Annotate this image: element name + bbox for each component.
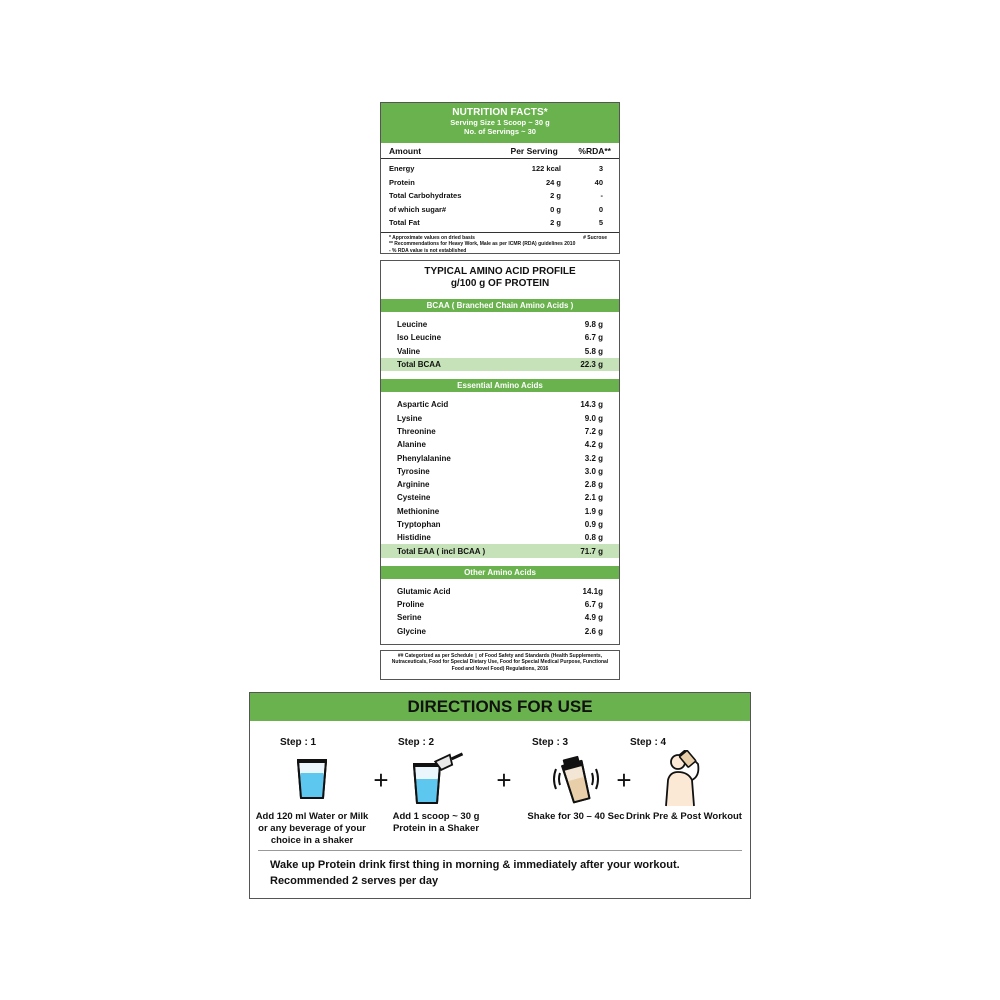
list-item [381, 478, 619, 491]
amino-name: Aspartic Acid [397, 400, 449, 410]
amino-value: 2.8 g [584, 480, 603, 490]
nutrient-name: Total Carbohydrates [389, 191, 462, 201]
list-item [381, 465, 619, 478]
nutrition-row [381, 216, 619, 230]
amino-name: Tyrosine [397, 466, 430, 476]
scoop-into-glass-icon [376, 751, 496, 807]
nutrient-name: of which sugar# [389, 204, 447, 214]
amino-value: 3.2 g [584, 453, 603, 463]
step-2 [376, 737, 496, 835]
nutrient-rda: 3 [598, 164, 603, 174]
nutrient-name: Total Fat [389, 218, 420, 228]
list-item [381, 345, 619, 358]
plus-icon: + [616, 765, 632, 795]
amino-name: Proline [397, 600, 425, 610]
amino-name: Methionine [397, 506, 440, 516]
header-per-serving: Per Serving [510, 145, 558, 156]
list-item [381, 505, 619, 518]
amino-value: 2.1 g [584, 493, 603, 503]
list-item [381, 598, 619, 611]
footer-line: Recommended 2 serves per day [270, 875, 439, 887]
amino-value: 4.2 g [584, 440, 603, 450]
plus-icon: + [496, 765, 512, 795]
amino-value: 6.7 g [584, 600, 603, 610]
footnote: - % RDA value is not established [389, 247, 467, 254]
amino-value: 5.8 g [584, 346, 603, 356]
nutrient-per-serving: 24 g [545, 177, 561, 187]
list-item [381, 318, 619, 331]
bcaa-heading: BCAA ( Branched Chain Amino Acids ) [381, 299, 619, 312]
amino-value: 7.2 g [584, 426, 603, 436]
amino-name: Alanine [397, 440, 426, 450]
amino-value: 14.1g [582, 586, 603, 596]
step-description: Add 120 ml Water or Milk or any beverage of your choice in a shaker [255, 811, 369, 846]
amino-name: Glycine [397, 626, 426, 636]
list-item [381, 451, 619, 464]
serving-size: Serving Size 1 Scoop ~ 30 g [450, 118, 550, 127]
amino-value: 6.7 g [584, 333, 603, 343]
nutrient-name: Energy [389, 164, 415, 174]
nutrition-header [381, 103, 619, 143]
total-value: 22.3 g [580, 360, 603, 370]
directions-divider [258, 850, 742, 851]
nutrient-per-serving: 2 g [550, 218, 561, 228]
step-description: Drink Pre & Post Workout [626, 811, 742, 822]
footnote-sucrose: # Sucrose [583, 234, 607, 241]
amino-value: 3.0 g [584, 466, 603, 476]
list-item [381, 625, 619, 638]
nutrition-facts-panel [380, 102, 620, 254]
nutrient-rda: 40 [594, 177, 603, 187]
nutrition-row [381, 189, 619, 203]
servings-count: No. of Servings ~ 30 [464, 127, 536, 136]
amino-value: 4.9 g [584, 613, 603, 623]
glass-water-icon [252, 751, 372, 807]
amino-name: Threonine [397, 426, 436, 436]
header-rda: %RDA** [578, 145, 611, 156]
amino-name: Lysine [397, 413, 423, 423]
amino-name: Tryptophan [397, 520, 441, 529]
other-heading: Other Amino Acids [381, 566, 619, 579]
footnote: ** Recommendations for Heavy Work, Male as per ICMR (RDA) guidelines 2010 [389, 241, 576, 247]
amino-value: 2.6 g [584, 626, 603, 636]
nutrition-footnotes [381, 233, 619, 257]
step-label: Step : 1 [280, 737, 317, 748]
directions-title: DIRECTIONS FOR USE [250, 693, 750, 721]
amino-name: Glutamic Acid [397, 586, 451, 596]
list-item [381, 518, 619, 531]
total-name: Total BCAA [397, 360, 441, 370]
plus-icon: + [373, 765, 389, 795]
step-label: Step : 3 [532, 737, 569, 748]
total-value: 71.7 g [580, 546, 603, 556]
total-eaa-row [381, 544, 619, 557]
essential-list [381, 392, 619, 558]
amino-acid-panel [380, 260, 620, 645]
list-item [381, 398, 619, 411]
amino-title-line1: TYPICAL AMINO ACID PROFILE [424, 266, 576, 277]
footer-line: Wake up Protein drink first thing in morning & immediately after your workout. [270, 859, 680, 871]
person-drinking-icon [624, 751, 744, 807]
step-label: Step : 2 [398, 737, 435, 748]
other-list [381, 579, 619, 638]
essential-heading: Essential Amino Acids [381, 379, 619, 392]
step-label: Step : 4 [630, 737, 667, 748]
nutrient-rda: - [600, 191, 603, 201]
step-1 [252, 737, 372, 847]
amino-value: 0.8 g [584, 533, 603, 543]
amino-title [381, 261, 619, 299]
nutrient-name: Protein [389, 177, 415, 187]
nutrition-row [381, 176, 619, 190]
header-amount: Amount [389, 145, 422, 156]
amino-value: 9.0 g [584, 413, 603, 423]
amino-name: Phenylalanine [397, 453, 451, 463]
list-item [381, 611, 619, 624]
total-bcaa-row [381, 358, 619, 371]
directions-panel [249, 692, 751, 899]
amino-name: Histidine [397, 533, 431, 543]
list-item [381, 411, 619, 424]
list-item [381, 585, 619, 598]
total-name: Total EAA ( incl BCAA ) [397, 546, 486, 556]
list-item [381, 531, 619, 544]
nutrition-title: NUTRITION FACTS* [452, 107, 548, 118]
amino-name: Valine [397, 346, 421, 356]
amino-name: Leucine [397, 320, 428, 330]
step-4 [624, 737, 744, 823]
regulation-note: ## Categorized as per Schedule ▯ of Food Safety and Standards (Health Supplements, Nutraceuticals, Food for Special Dietary Use, Food for Special Medical Purpose, Functional Food and Novel Food) Regulations, 2016 [380, 650, 620, 680]
list-item [381, 438, 619, 451]
amino-title-line2: g/100 g OF PROTEIN [450, 278, 550, 289]
amino-value: 14.3 g [580, 400, 603, 410]
nutrient-rda: 0 [598, 204, 603, 214]
amino-value: 0.9 g [584, 520, 603, 529]
amino-name: Cysteine [397, 493, 431, 503]
footnote: * Approximate values on dried basis [389, 234, 475, 241]
nutrient-per-serving: 2 g [550, 191, 561, 201]
nutrient-per-serving: 0 g [550, 204, 561, 214]
list-item [381, 491, 619, 504]
step-description: Add 1 scoop ~ 30 g Protein in a Shaker [392, 811, 480, 834]
amino-name: Arginine [397, 480, 430, 490]
bcaa-list [381, 312, 619, 371]
nutrition-column-headers [381, 143, 619, 159]
list-item [381, 331, 619, 344]
amino-name: Serine [397, 613, 422, 623]
nutrition-row [381, 162, 619, 176]
step-description: Shake for 30 – 40 Sec [527, 811, 625, 822]
amino-value: 9.8 g [584, 320, 603, 330]
nutrition-row [381, 203, 619, 217]
nutrient-rda: 5 [598, 218, 603, 228]
nutrient-per-serving: 122 kcal [531, 164, 561, 174]
amino-value: 1.9 g [584, 506, 603, 516]
list-item [381, 425, 619, 438]
directions-footer [270, 857, 680, 889]
amino-name: Iso Leucine [397, 333, 442, 343]
